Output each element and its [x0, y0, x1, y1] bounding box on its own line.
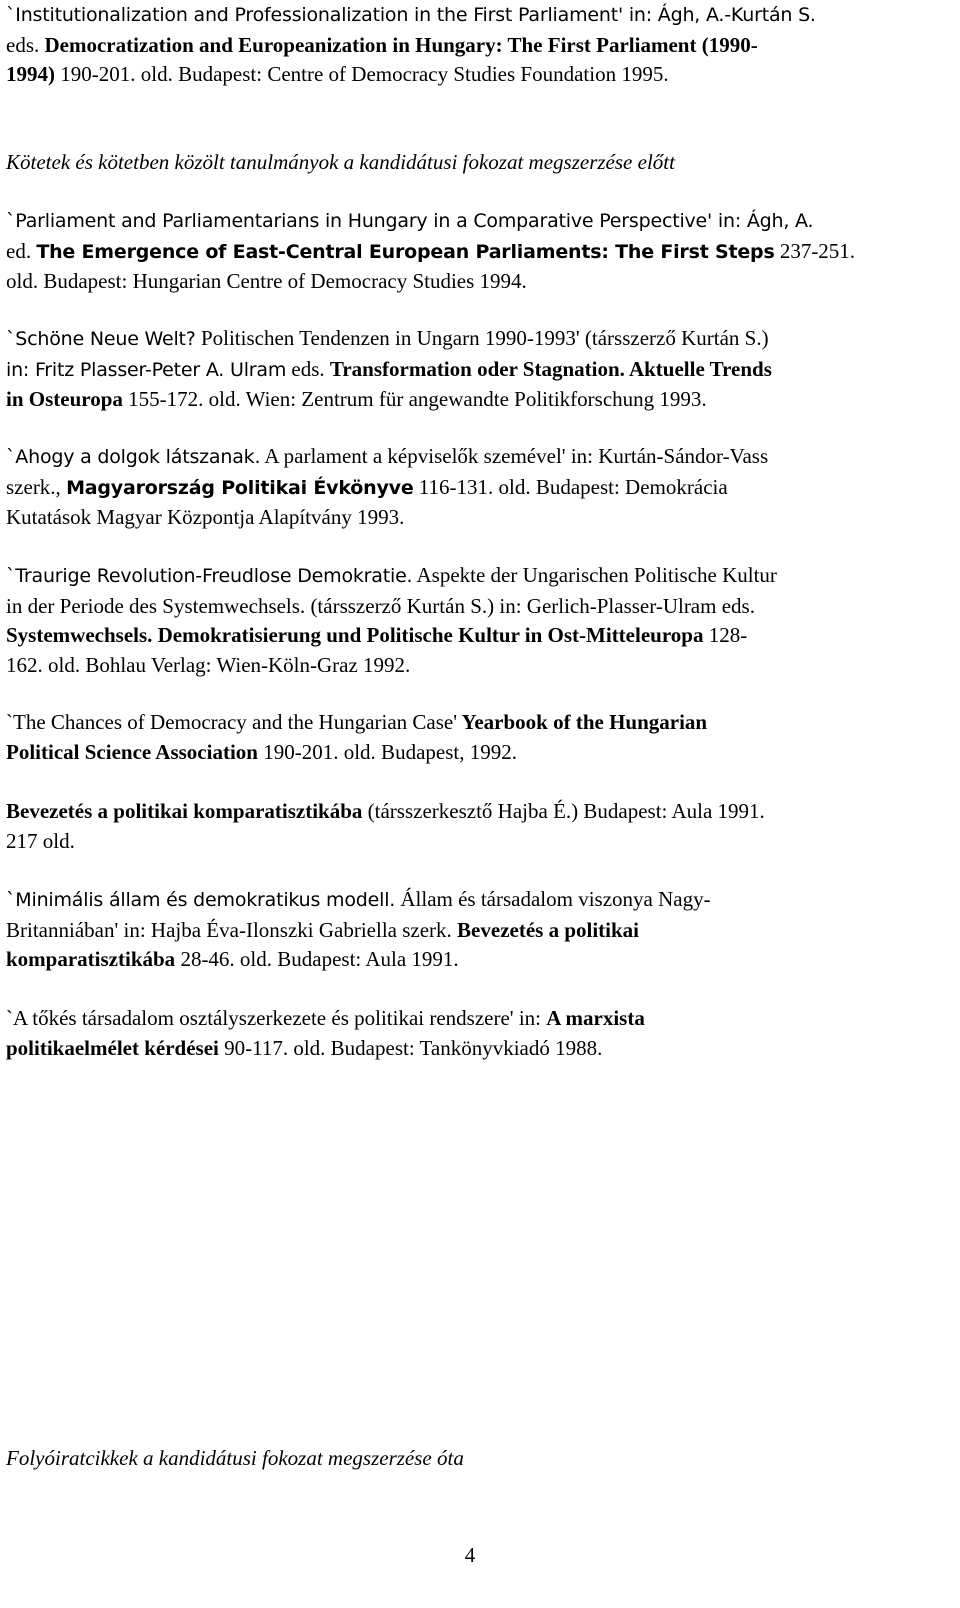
- entry-book-title: The Emergence of East-Central European Parliaments: The First Steps: [36, 240, 775, 263]
- bibliography-entry: [6, 1004, 934, 1063]
- entry-text: 116-131. old. Budapest: Demokrácia: [413, 474, 728, 499]
- entry-text: 237-251.: [774, 238, 856, 263]
- entry-text: in der Periode des Systemwechsels. (társszerző Kurtán S.) in: Gerlich-Plasser-Ulram eds.: [6, 593, 755, 618]
- entry-text: `Schöne Neue Welt?: [6, 328, 196, 350]
- section-heading: Kötetek és kötetben közölt tanulmányok a kandidátusi fokozat megszerzése előtt: [6, 150, 675, 174]
- entry-text: Politischen Tendenzen in Ungarn 1990-1993' (társszerző Kurtán S.): [195, 326, 769, 350]
- entry-text: `Institutionalization and Professionalization in the First Parliament' in: Ágh, A.-Kurtán S.: [6, 4, 816, 26]
- entry-text: (társszerkesztő Hajba É.) Budapest: Aula 1991.: [362, 799, 765, 823]
- entry-book-title: 1994): [6, 62, 55, 86]
- bibliography-entry: [6, 324, 934, 415]
- entry-text: 90-117. old. Budapest: Tankönyvkiadó 1988.: [218, 1035, 603, 1060]
- entry-text: Kutatások Magyar Központja Alapítvány 1993.: [6, 505, 405, 529]
- entry-text: 155-172. old. Wien: Zentrum für angewandte Politikforschung 1993.: [122, 387, 707, 411]
- entry-text: szerk.,: [6, 474, 67, 499]
- entry-text: in: Fritz Plasser-Peter A. Ulram: [6, 358, 287, 381]
- entry-book-title: Systemwechsels. Demokratisierung und Politische Kultur in Ost-Mitteleuropa: [6, 623, 704, 647]
- entry-text: 28-46. old. Budapest: Aula 1991.: [175, 947, 459, 971]
- entry-text: 190-201. old. Budapest, 1992.: [257, 739, 517, 764]
- entry-text: `The Chances of Democracy and the Hungarian Case': [6, 710, 458, 734]
- page-number: 4: [464, 1543, 476, 1567]
- entry-text: eds.: [6, 32, 45, 57]
- entry-text: eds.: [286, 356, 330, 381]
- section-heading: Folyóiratcikkek a kandidátusi fokozat megszerzése óta: [6, 1446, 464, 1470]
- entry-text: Britanniában' in: Hajba Éva-Ilonszki Gabriella szerk.: [6, 917, 458, 942]
- entry-book-title: in Osteuropa: [6, 387, 123, 411]
- entry-book-title: komparatisztikába: [6, 947, 176, 971]
- entry-text: 217 old.: [6, 828, 75, 853]
- bibliography-entry: [6, 561, 934, 680]
- entry-text: `A tőkés társadalom osztályszerkezete: [6, 1006, 327, 1030]
- entry-text: A parlament a képviselők szemével' in: Kurtán-Sándor-Vass: [260, 444, 769, 468]
- entry-book-title: Magyarország Politikai Évkönyve: [66, 476, 414, 499]
- entry-text: ed.: [6, 238, 37, 263]
- bibliography-entry: [6, 885, 934, 975]
- entry-book-title: Bevezetés a politikai: [457, 917, 640, 942]
- entry-text: `Traurige Revolution-Freudlose Demokratie.: [6, 565, 413, 587]
- bibliography-entry: [6, 0, 934, 90]
- entry-text: `Ahogy a dolgok látszanak.: [6, 446, 261, 468]
- entry-text: 162. old. Bohlau Verlag: Wien-Köln-Graz 1992.: [6, 652, 411, 677]
- entry-text: Állam és társadalom viszonya Nagy-: [395, 887, 711, 911]
- entry-text: 128-: [703, 623, 748, 647]
- entry-text: `Parliament and Parliamentarians in Hungary in a Comparative Perspective' in: Ágh, A.: [6, 210, 814, 232]
- bibliography-entry: [6, 797, 934, 856]
- entry-book-title: Political Science Association: [6, 739, 258, 764]
- entry-text: `Minimális állam és demokratikus modell.: [6, 889, 396, 911]
- entry-book-title: A marxista: [546, 1006, 645, 1030]
- entry-book-title: politikaelmélet kérdései: [6, 1035, 219, 1060]
- entry-book-title: Transformation oder Stagnation. Aktuelle Trends: [329, 356, 772, 381]
- bibliography-entry: [6, 442, 934, 533]
- entry-text: old. Budapest: Hungarian Centre of Democracy Studies 1994.: [6, 269, 527, 293]
- entry-text: 190-201. old. Budapest: Centre of Democracy Studies Foundation 1995.: [55, 62, 669, 86]
- entry-book-title: Yearbook of the Hungarian: [457, 710, 708, 734]
- bibliography-entry: [6, 206, 934, 297]
- entry-book-title: Democratization and Europeanization in Hungary: The First Parliament (1990-: [44, 32, 758, 57]
- entry-text: Aspekte der Ungarischen Politische Kultur: [412, 563, 777, 587]
- entry-text: és politikai rendszere' in:: [326, 1006, 547, 1030]
- entry-book-title: Bevezetés a politikai komparatisztikába: [6, 799, 363, 823]
- bibliography-entry: [6, 708, 934, 767]
